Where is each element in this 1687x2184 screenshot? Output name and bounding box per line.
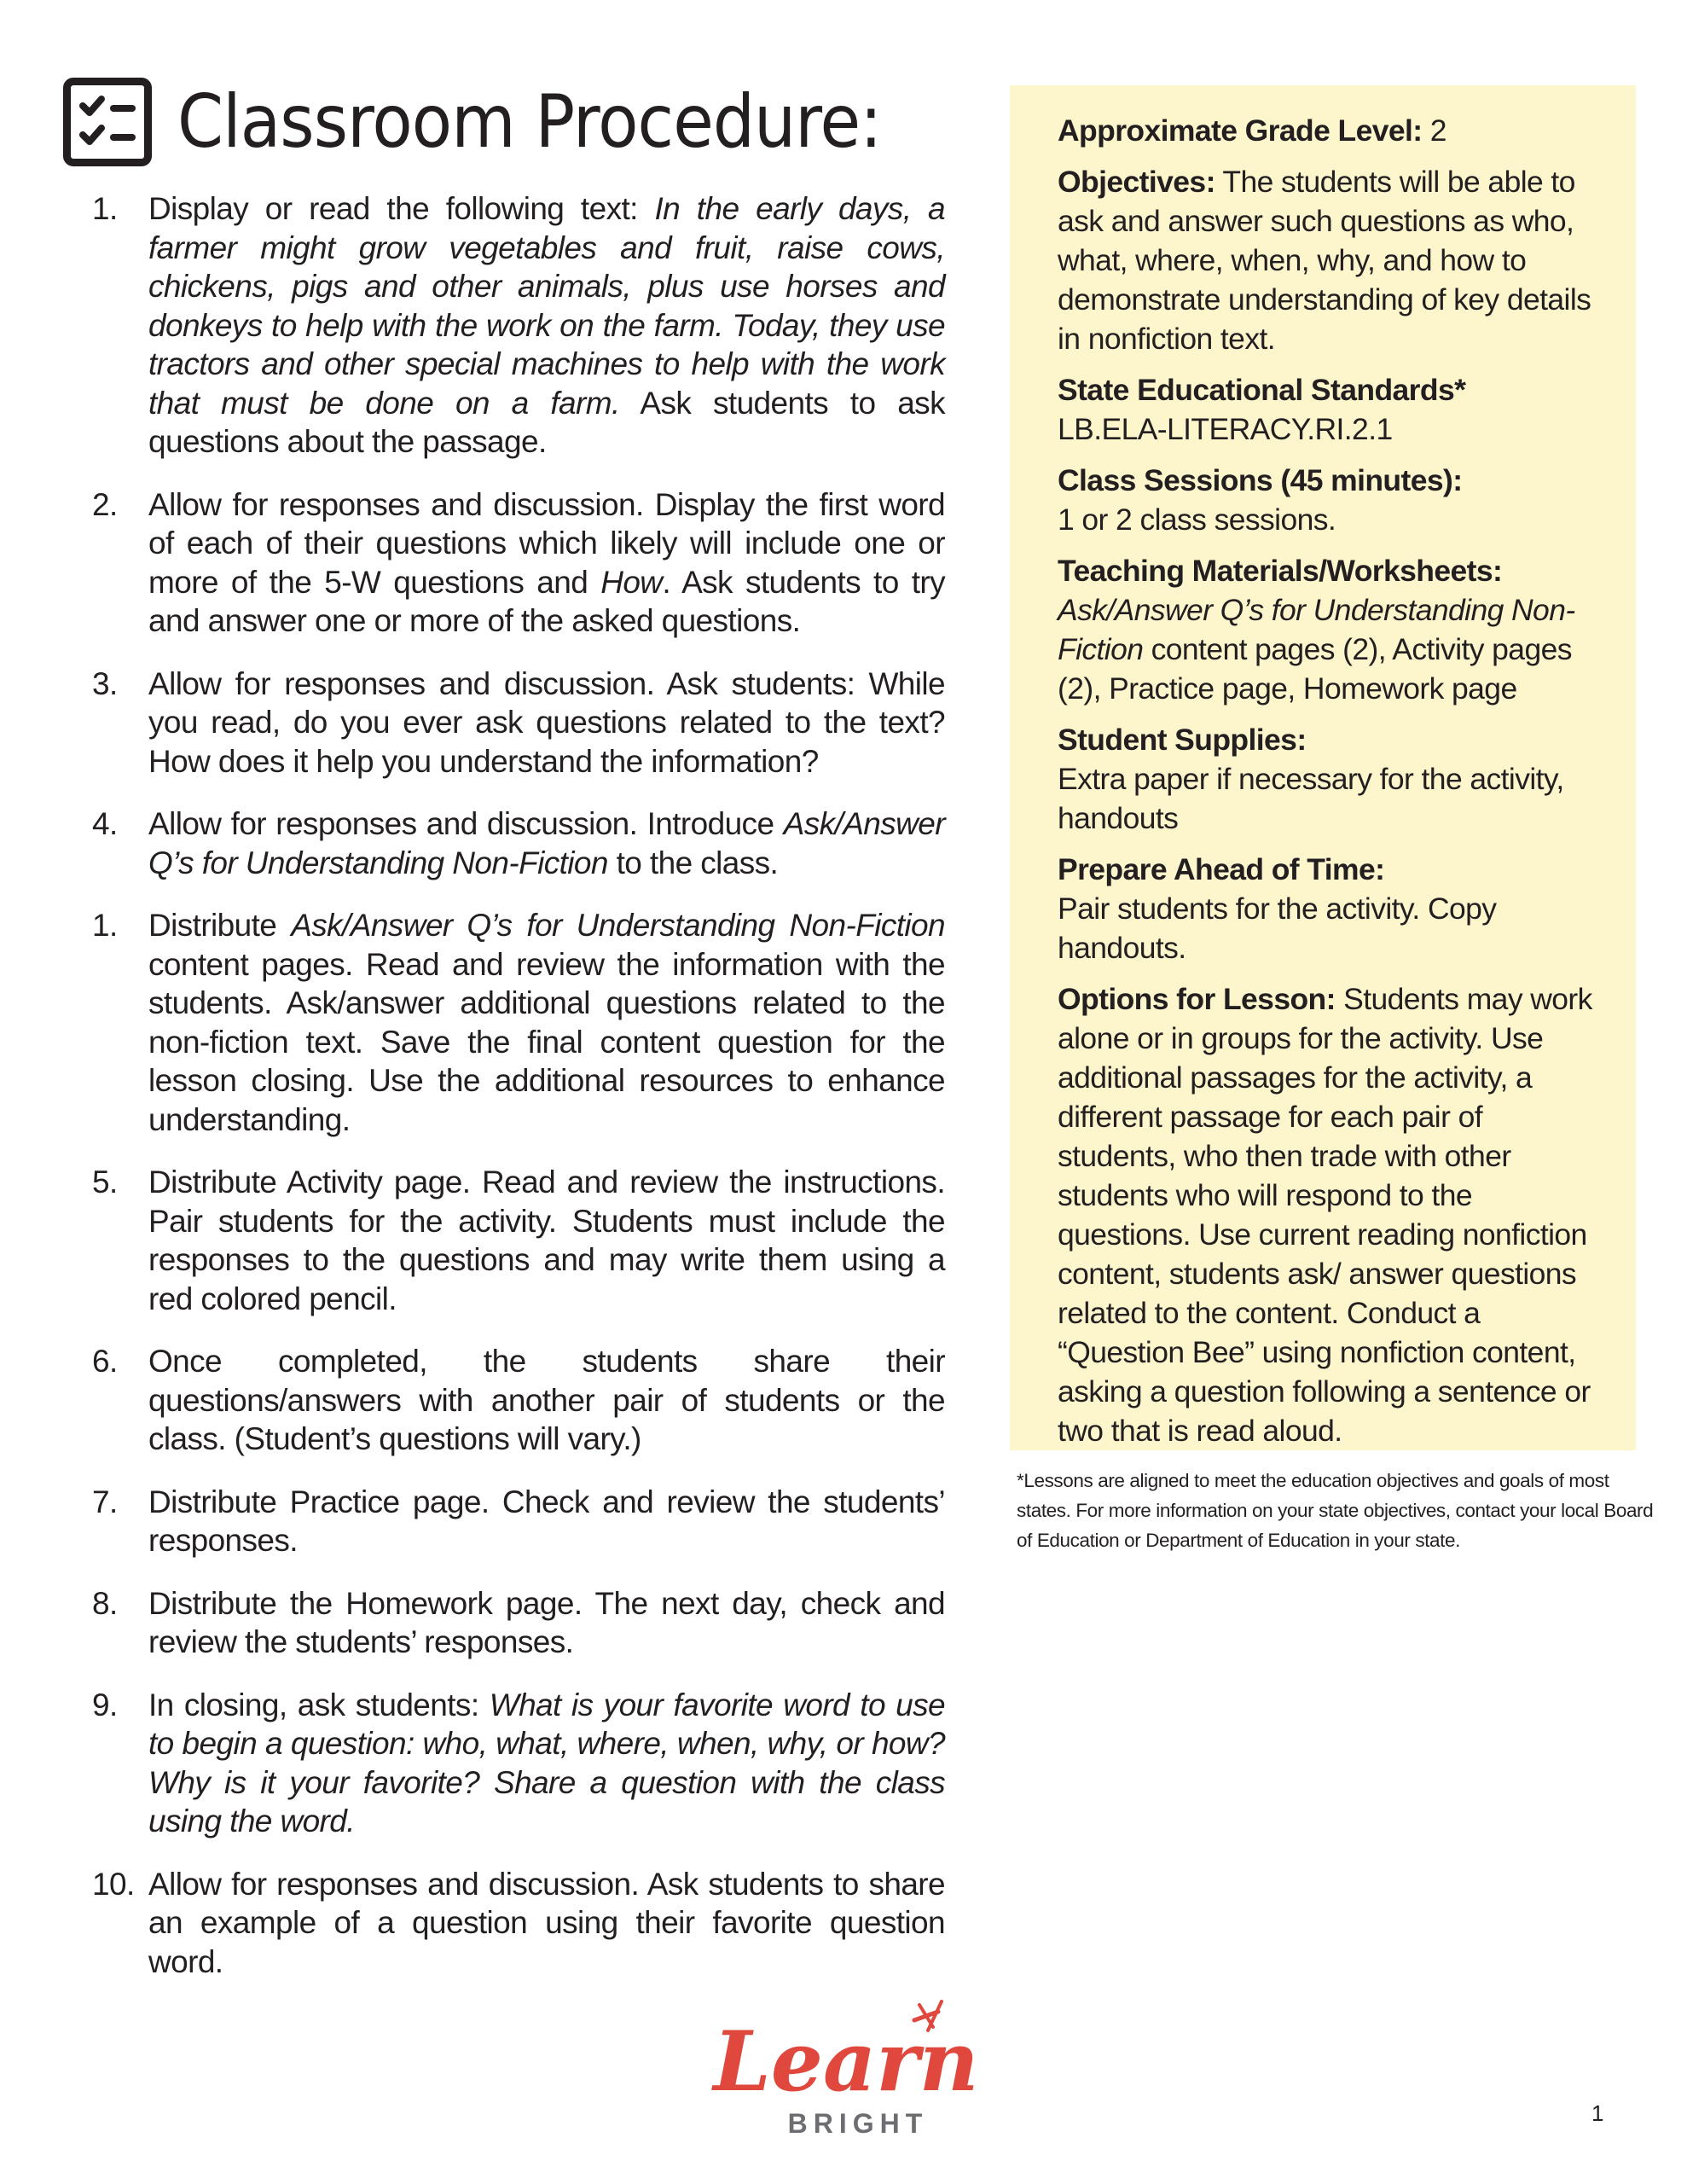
procedure-step [92,804,945,882]
step-text [148,485,945,641]
step-text-part: Ask students to ask questions about the passage. [148,385,945,459]
step-text [148,1584,945,1662]
checklist-icon [63,78,152,166]
logo-subtitle: BRIGHT [787,2108,929,2139]
lesson-options [1058,979,1593,1450]
procedure-step [92,1865,945,1982]
step-number: 5. [92,1165,118,1199]
procedure-step [92,1342,945,1459]
step-text-part: content pages. Read and review the information with the students. Ask/answer additional questions related to the non-fiction text. Save the final content question for the lesson closing. Use the additional resources to enhance understanding. [148,946,945,1137]
learn-bright-logo [701,1996,991,2141]
step-text-part: Allow for responses and discussion. Ask students to share an example of a question using their favorite question word. [148,1866,945,1979]
grade-level-value: 2 [1422,113,1446,148]
step-text [148,1483,945,1560]
standards-label: State Educational Standards* [1058,373,1466,407]
step-text-italic: Ask/Answer Q’s for Understanding Non-Fiction [291,908,945,943]
header [63,67,959,177]
step-text [148,906,945,1139]
step-text-italic: In the early days, a farmer might grow vegetables and fruit, raise cows, chickens, pigs and other animals, plus use horses and donkeys to help with the work on the farm. Today, they use tractors and other special machines to help with the work that must be done on a farm. [148,191,946,421]
procedure-step [92,1686,945,1841]
step-number: 3. [92,665,118,701]
step-text [148,1686,945,1841]
step-number: 1. [92,908,118,943]
step-text-part: In closing, ask students: [148,1687,490,1722]
teaching-materials [1058,551,1593,708]
page-number: 1 [1591,2100,1604,2126]
procedure-step [92,1483,945,1560]
step-text-part: Distribute Activity page. Read and review the instructions. Pair students for the activity. Students must include the responses to the questions and may write them using a red colored pencil. [148,1165,945,1316]
class-sessions-value: 1 or 2 class sessions. [1058,502,1336,537]
class-sessions [1058,461,1593,539]
procedure-step [92,906,945,1139]
step-number: 10. [92,1866,135,1902]
teaching-materials-value: content pages (2), Activity pages (2), Practice page, Homework page [1058,632,1572,706]
step-text-part: Allow for responses and discussion. Display the first word of each of their questions which likely will include one or more of the 5-W questions and [148,486,945,600]
lesson-info-panel [1010,85,1636,1450]
step-text [148,1163,945,1318]
step-text-italic: Ask/Answer Q’s for Understanding Non-Fiction [148,806,945,880]
teaching-materials-label: Teaching Materials/Worksheets: [1058,554,1503,588]
step-text [148,665,945,781]
procedure-step [92,665,945,781]
standards [1058,370,1593,449]
procedure-list [92,189,945,2005]
step-number: 9. [92,1687,118,1722]
step-text-part: Distribute [148,908,292,943]
step-text-part: Allow for responses and discussion. Introduce [148,806,784,841]
standards-footnote: *Lessons are aligned to meet the education objectives and goals of most states. For more information on your state objectives, contact your local Board of Education or Department of Education in your state. [1017,1470,1654,1551]
grade-level [1058,111,1593,150]
teaching-materials-title: Ask/Answer Q’s for Understanding Non-Fiction [1058,593,1575,666]
step-number: 6. [92,1344,118,1379]
step-text [148,1342,945,1459]
step-number: 4. [92,806,118,841]
step-text-part: Distribute the Homework page. The next day, check and review the students’ responses. [148,1585,945,1659]
student-supplies-value: Extra paper if necessary for the activity, handouts [1058,762,1564,835]
step-text-part: to the class. [607,845,779,880]
step-text-part: Display or read the following text: [148,191,655,226]
procedure-step [92,1163,945,1318]
step-number: 1. [92,191,118,226]
procedure-step [92,1584,945,1662]
procedure-step [92,485,945,641]
step-number: 7. [92,1484,118,1519]
step-number: 2. [92,486,118,522]
prepare-ahead-label: Prepare Ahead of Time: [1058,852,1385,886]
objectives-label: Objectives: [1058,165,1215,199]
logo-wordmark: Learn [713,2013,979,2110]
objectives [1058,162,1593,358]
student-supplies-label: Student Supplies: [1058,723,1307,757]
step-text-italic: What is your favorite word to use to begin a question: who, what, where, when, why, or how? Why is it your favorite? Share a question with the class using the word. [148,1687,945,1838]
step-text-italic: How [600,564,663,600]
step-text [148,1865,945,1982]
prepare-ahead [1058,850,1593,967]
lesson-options-value: Students may work alone or in groups for the activity. Use additional passages for the activity, a different passage for each pair of students, who then trade with other students who will respond to the questions. Use current reading nonfiction content, students ask/ answer questions related to the content. Conduct a “Question Bee” using nonfiction content, asking a question following a sentence or two that is read aloud. [1058,982,1592,1448]
procedure-step [92,189,945,462]
lesson-options-label: Options for Lesson: [1058,982,1336,1016]
step-text-part: . Ask students to try and answer one or more of the asked questions. [148,564,946,638]
step-text-part: Distribute Practice page. Check and review the students’ responses. [148,1484,945,1558]
prepare-ahead-value: Pair students for the activity. Copy handouts. [1058,892,1497,965]
student-supplies [1058,720,1593,838]
objectives-value: The students will be able to ask and answer such questions as who, what, where, when, why, and how to demonstrate understanding of key details in nonfiction text. [1058,165,1591,356]
standards-value: LB.ELA-LITERACY.RI.2.1 [1058,412,1393,446]
step-text-part: Allow for responses and discussion. Ask students: While you read, do you ever ask questions related to the text? How does it help you understand the information? [148,665,945,779]
step-text [148,189,945,462]
step-number: 8. [92,1585,118,1621]
page-title: Classroom Procedure: [177,79,882,165]
step-text-part: Once completed, the students share their questions/answers with another pair of students or the class. (Student’s questions will vary.) [148,1344,945,1456]
class-sessions-label: Class Sessions (45 minutes): [1058,463,1463,497]
step-text [148,804,945,882]
grade-level-label: Approximate Grade Level: [1058,113,1423,148]
